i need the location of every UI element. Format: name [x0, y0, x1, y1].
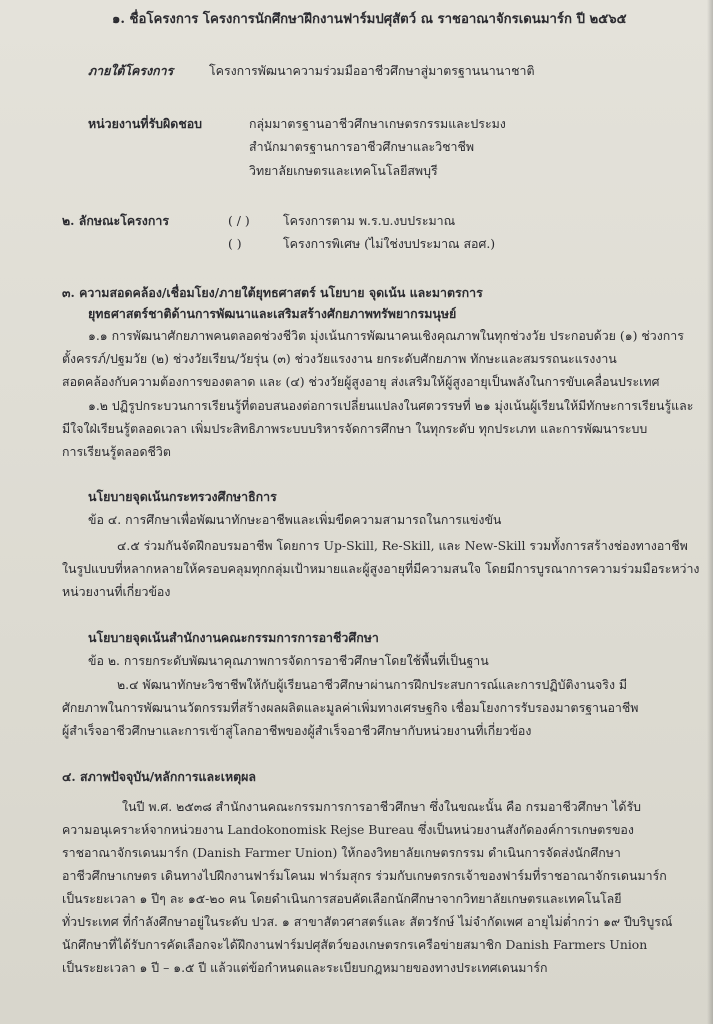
ovec-policy-item: ข้อ ๒. การยกระดับพัฒนาคุณภาพการจัดการอาชีวศึกษาโดยใช้พื้นที่เป็นฐาน: [88, 653, 489, 668]
section3-heading: ๓. ความสอดคล้อง/เชื่อมโยง/ภายใต้ยุทธศาสตร์ นโยบาย จุดเน้น และมาตรการ: [62, 285, 483, 300]
agency-label: หน่วยงานที่รับผิดชอบ: [88, 116, 203, 131]
option2-checkbox: ( ): [228, 236, 242, 251]
option2-text: โครงการพิเศษ (ไม่ใช่งบประมาณ สอศ.): [283, 236, 496, 251]
paragraph-line: สอดคล้องกับความต้องการของตลาด และ (๔) ช่วงวัยผู้สูงอายุ ส่งเสริมให้ผู้สูงอายุเป็นพลังในการขับเคลื่อนประเทศ: [62, 374, 660, 389]
paragraph-line: เป็นระยะเวลา ๑ ปี – ๑.๕ ปี แล้วแต่ข้อกำหนดและระเบียบกฎหมายของทางประเทศเดนมาร์ก: [62, 960, 548, 975]
option1-text: โครงการตาม พ.ร.บ.งบประมาณ: [283, 213, 456, 228]
paragraph-line: ๑.๒ ปฏิรูปกระบวนการเรียนรู้ที่ตอบสนองต่อการเปลี่ยนแปลงในศตวรรษที่ ๒๑ มุ่งเน้นผู้เรียนให้มีทักษะการเรียนรู้และ: [88, 398, 694, 413]
section4-heading: ๔. สภาพปัจจุบัน/หลักการและเหตุผล: [62, 769, 257, 784]
option1-checkbox: ( / ): [228, 213, 250, 228]
paragraph-line: มีใจใฝ่เรียนรู้ตลอดเวลา เพิ่มประสิทธิภาพระบบบริหารจัดการศึกษา ในทุกระดับ ทุกประเภท และการพัฒนาระบบ: [62, 421, 648, 436]
paragraph-line: ในปี พ.ศ. ๒๕๓๘ สำนักงานคณะกรรมการการอาชีวศึกษา ซึ่งในขณะนั้น คือ กรมอาชีวศึกษา ได้รับ: [122, 799, 641, 814]
agency-line: สำนักมาตรฐานการอาชีวศึกษาและวิชาชีพ: [249, 139, 475, 154]
paragraph-line: ๔.๕ ร่วมกันจัดฝึกอบรมอาชีพ โดยการ Up-Skill, Re-Skill, และ New-Skill รวมทั้งการสร้างช่องทางอาชีพ: [117, 538, 688, 553]
paragraph-line: ๒.๔ พัฒนาทักษะวิชาชีพให้กับผู้เรียนอาชีวศึกษาผ่านการฝึกประสบการณ์และการปฏิบัติงานจริง มี: [117, 677, 628, 692]
moe-policy-heading: นโยบายจุดเน้นกระทรวงศึกษาธิการ: [88, 489, 277, 504]
paragraph-line: ราชอาณาจักรเดนมาร์ก (Danish Farmer Union) ให้กองวิทยาลัยเกษตรกรรม ดำเนินการจัดส่งนักศึกษา: [62, 845, 621, 860]
paragraph-line: นักศึกษาที่ได้รับการคัดเลือกจะได้ฝึกงานฟาร์มปศุสัตว์ของเกษตรกรเครือข่ายสมาชิก Danish Farmers Union: [62, 937, 648, 952]
under-project-value: โครงการพัฒนาความร่วมมืออาชีวศึกษาสู่มาตรฐานนานาชาติ: [209, 63, 535, 78]
paragraph-line: ผู้สำเร็จอาชีวศึกษาและการเข้าสู่โลกอาชีพของผู้สำเร็จอาชีวศึกษากับหน่วยงานที่เกี่ยวข้อง: [62, 723, 532, 738]
agency-line: กลุ่มมาตรฐานอาชีวศึกษาเกษตรกรรมและประมง: [249, 116, 506, 131]
paragraph-line: หน่วยงานที่เกี่ยวข้อง: [62, 584, 171, 599]
under-project-label: ภายใต้โครงการ: [88, 63, 174, 78]
paragraph-line: ตั้งครรภ์/ปฐมวัย (๒) ช่วงวัยเรียน/วัยรุ่น (๓) ช่วงวัยแรงงาน ยกระดับศักยภาพ ทักษะและสมรรถนะแรงงาน: [62, 351, 617, 366]
paragraph-line: ความอนุเคราะห์จากหน่วยงาน Landokonomisk Rejse Bureau ซึ่งเป็นหน่วยงานสังกัดองค์การเกษตรของ: [62, 822, 634, 837]
paragraph-line: ๑.๑ การพัฒนาศักยภาพคนตลอดช่วงชีวิต มุ่งเน้นการพัฒนาคนเชิงคุณภาพในทุกช่วงวัย ประกอบด้วย (๑) ช่วงการ: [88, 328, 684, 343]
paragraph-line: ทั่วประเทศ ที่กำลังศึกษาอยู่ในระดับ ปวส. ๑ สาขาสัตวศาสตร์และ สัตวรักษ์ ไม่จำกัดเพศ อายุไม่ต่ำกว่า ๑๙ ปีบริบูรณ์: [62, 914, 673, 929]
paragraph-line: ในรูปแบบที่หลากหลายให้ครอบคลุมทุกกลุ่มเป้าหมายและผู้สูงอายุที่มีความสนใจ โดยมีการบูรณาการความร่วมมือระหว่าง: [62, 561, 700, 576]
page-edge-shadow: [707, 0, 713, 1024]
agency-line: วิทยาลัยเกษตรและเทคโนโลยีสพบุรี: [249, 163, 438, 178]
ovec-policy-heading: นโยบายจุดเน้นสำนักงานคณะกรรมการการอาชีวศึกษา: [88, 630, 379, 645]
paragraph-line: อาชีวศึกษาเกษตร เดินทางไปฝึกงานฟาร์มโคนม ฟาร์มสุกร ร่วมกับเกษตรกรเจ้าของฟาร์มที่ราชอาณาจักรเดนมาร์ก: [62, 868, 667, 883]
paragraph-line: เป็นระยะเวลา ๑ ปีๆ ละ ๑๕-๒๐ คน โดยดำเนินการสอบคัดเลือกนักศึกษาจากวิทยาลัยเกษตรและเทคโนโลยี: [62, 891, 622, 906]
paragraph-line: ศักยภาพในการพัฒนานวัตกรรมที่สร้างผลผลิตและมูลค่าเพิ่มทางเศรษฐกิจ เชื่อมโยงการรับรองมาตรฐานอาชีพ: [62, 700, 639, 715]
paragraph-line: การเรียนรู้ตลอดชีวิต: [62, 444, 171, 459]
section2-heading: ๒. ลักษณะโครงการ: [62, 213, 169, 228]
moe-policy-item: ข้อ ๔. การศึกษาเพื่อพัฒนาทักษะอาชีพและเพิ่มขีดความสามารถในการแข่งขัน: [88, 512, 502, 527]
section1-heading: ๑. ชื่อโครงการ โครงการนักศึกษาฝึกงานฟาร์มปศุสัตว์ ณ ราชอาณาจักรเดนมาร์ก ปี ๒๕๖๕: [112, 12, 627, 27]
section3-subheading: ยุทธศาสตร์ชาติด้านการพัฒนาและเสริมสร้างศักยภาพทรัพยากรมนุษย์: [88, 306, 457, 321]
